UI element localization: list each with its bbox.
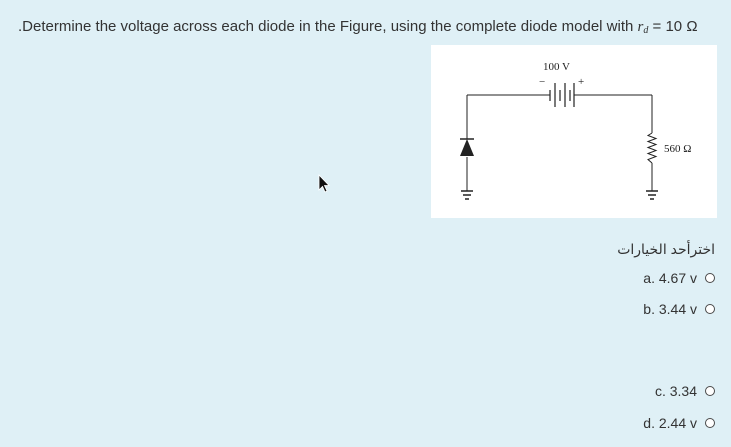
question-text-before: .Determine the voltage across each diode in the Figure, using the complete diode model with: [18, 18, 638, 35]
resistor-label: 560 Ω: [664, 143, 692, 155]
option-a[interactable]: [643, 268, 715, 288]
resistor-symbol: [648, 133, 656, 163]
option-d[interactable]: [643, 413, 715, 433]
option-c-radio[interactable]: [705, 386, 715, 396]
option-b-radio[interactable]: [705, 304, 715, 314]
option-d-label: d. 2.44 v: [643, 415, 697, 431]
diode-symbol: [460, 139, 474, 156]
battery-label: 100 V: [543, 61, 570, 73]
rd-symbol: $r_d$: [637, 19, 649, 36]
circuit-figure: [431, 45, 717, 218]
option-b-label: b. 3.44 v: [643, 301, 697, 317]
mouse-pointer-icon: [316, 174, 332, 194]
option-c[interactable]: [655, 381, 715, 401]
circuit-diagram: [431, 45, 717, 218]
answer-prompt: اخترأحد الخيارات: [617, 241, 715, 257]
ground-left: [461, 191, 473, 199]
question-text-after: = 10 Ω: [648, 18, 698, 35]
ground-right: [646, 191, 658, 199]
battery-symbol: [550, 83, 574, 107]
battery-minus-sign: −: [539, 76, 546, 88]
question-text: [18, 17, 728, 41]
option-d-radio[interactable]: [705, 418, 715, 428]
option-b[interactable]: [643, 299, 715, 319]
option-a-radio[interactable]: [705, 273, 715, 283]
battery-plus-sign: +: [578, 76, 585, 88]
option-a-label: a. 4.67 v: [643, 270, 697, 286]
option-c-label: c. 3.34: [654, 383, 697, 399]
